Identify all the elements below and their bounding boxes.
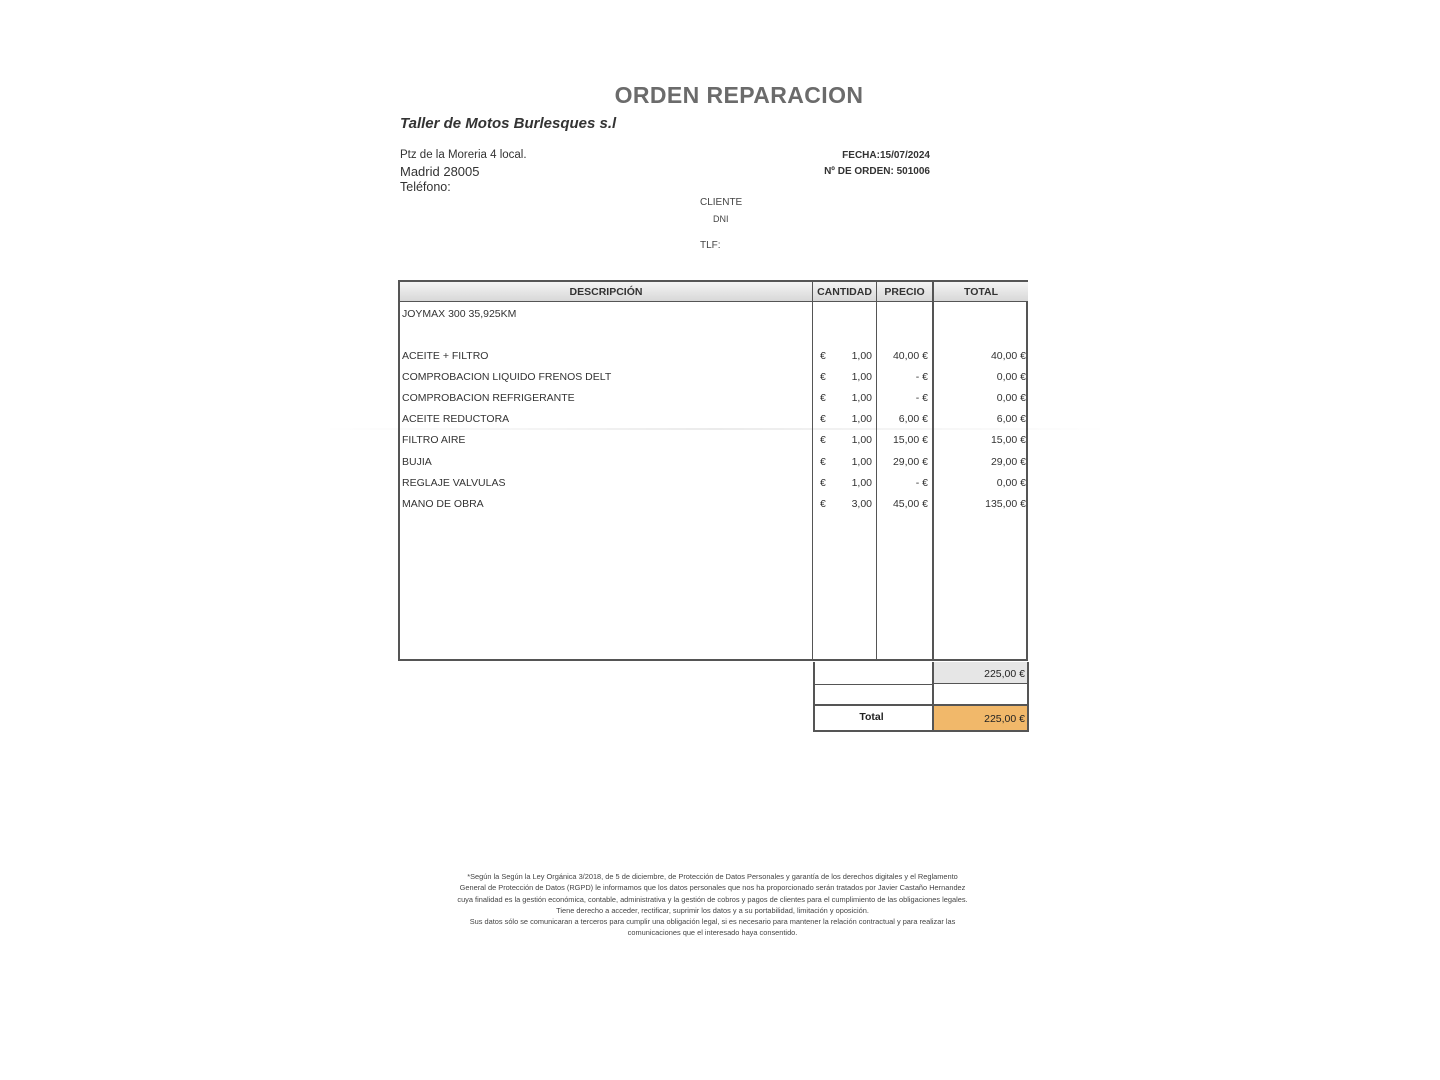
header-total: TOTAL [934, 282, 1028, 302]
item-quantity: 1,00 [851, 413, 872, 425]
item-description: FILTRO AIRE [402, 434, 466, 446]
grand-total-value: 225,00 € [934, 704, 1027, 730]
legal-notice [400, 871, 1025, 939]
item-quantity: 1,00 [851, 434, 872, 446]
item-total: 0,00 € [996, 371, 1026, 383]
table-row [400, 350, 1026, 366]
table-row [400, 413, 1026, 429]
table-row [400, 434, 1026, 450]
item-description: COMPROBACION LIQUIDO FRENOS DELT [402, 371, 612, 383]
item-total: 6,00 € [996, 413, 1026, 425]
client-phone-label: TLF: [700, 240, 721, 251]
table-row [400, 456, 1026, 472]
items-table [398, 280, 1028, 661]
item-quantity: 1,00 [851, 392, 872, 404]
legal-line: Tiene derecho a acceder, rectificar, suprimir los datos y a su portabilidad, limitación y oposición. [556, 905, 869, 915]
item-total: 135,00 € [985, 498, 1026, 510]
client-label: CLIENTE [700, 197, 743, 208]
table-row [400, 498, 1026, 514]
legal-line: General de Protección de Datos (RGPD) le informamos que los datos personales que nos ha proporcionado serán tratados por Javier Castaño Hernandez [459, 883, 966, 893]
item-description: BUJIA [402, 456, 432, 468]
item-quantity: 3,00 [851, 498, 872, 510]
item-currency: € [820, 392, 826, 404]
item-price: 40,00 € [892, 350, 928, 362]
header-quantity: CANTIDAD [813, 282, 876, 302]
item-currency: € [820, 350, 826, 362]
address-city: Madrid 28005 [400, 164, 480, 179]
item-total: 0,00 € [996, 392, 1026, 404]
item-total: 0,00 € [996, 477, 1026, 489]
totals-block [813, 662, 1029, 732]
item-currency: € [820, 477, 826, 489]
item-total: 40,00 € [990, 350, 1026, 362]
item-price: 15,00 € [892, 434, 928, 446]
order-number: Nº DE ORDEN: 501006 [824, 166, 930, 177]
address-street: Ptz de la Moreria 4 local. [400, 149, 527, 161]
item-quantity: 1,00 [851, 477, 872, 489]
document-title: ORDEN REPARACION [614, 82, 864, 108]
header-description: DESCRIPCIÓN [400, 282, 812, 302]
item-price: - € [915, 371, 928, 383]
item-quantity: 1,00 [851, 350, 872, 362]
legal-line: cuya finalidad es la gestión económica, contable, administrativa y la gestión de cobros y pagos de clientes para el cumplimiento de las obligaciones legales. [457, 894, 968, 904]
address-phone-label: Teléfono: [400, 180, 451, 194]
table-row [400, 392, 1026, 408]
item-price: 6,00 € [898, 413, 928, 425]
legal-line: Sus datos sólo se comunicaran a terceros para cumplir una obligación legal, si es necesario para mantener la relación contractual y para realizar las [469, 917, 956, 927]
item-description: ACEITE + FILTRO [402, 350, 489, 362]
item-currency: € [820, 498, 826, 510]
item-currency: € [820, 456, 826, 468]
item-price: - € [915, 392, 928, 404]
dni-label: DNI [713, 214, 729, 224]
item-currency: € [820, 371, 826, 383]
header-price: PRECIO [877, 282, 932, 302]
item-quantity: 1,00 [851, 456, 872, 468]
legal-line: comunicaciones que el interesado haya consentido. [627, 928, 798, 938]
subtotal-value: 225,00 € [934, 662, 1027, 684]
legal-line: *Según la Según la Ley Orgánica 3/2018, de 5 de diciembre, de Protección de Datos Personales y garantía de los derechos digitales y el Reglamento [467, 872, 958, 881]
totals-value-column [934, 662, 1029, 732]
table-row [400, 371, 1026, 387]
item-currency: € [820, 434, 826, 446]
item-total: 15,00 € [990, 434, 1026, 446]
item-description: ACEITE REDUCTORA [402, 413, 510, 425]
item-price: 45,00 € [892, 498, 928, 510]
item-price: 29,00 € [892, 456, 928, 468]
table-row [400, 477, 1026, 493]
order-date: FECHA:15/07/2024 [842, 150, 930, 161]
company-name: Taller de Motos Burlesques s.l [400, 115, 617, 132]
vehicle-description: JOYMAX 300 35,925KM [402, 308, 517, 320]
total-label: Total [859, 711, 884, 723]
item-description: MANO DE OBRA [402, 498, 484, 510]
item-quantity: 1,00 [851, 371, 872, 383]
item-currency: € [820, 413, 826, 425]
item-description: COMPROBACION REFRIGERANTE [402, 392, 575, 404]
item-description: REGLAJE VALVULAS [402, 477, 506, 489]
vehicle-row [400, 308, 1026, 324]
item-price: - € [915, 477, 928, 489]
item-total: 29,00 € [990, 456, 1026, 468]
totals-divider [815, 684, 932, 685]
